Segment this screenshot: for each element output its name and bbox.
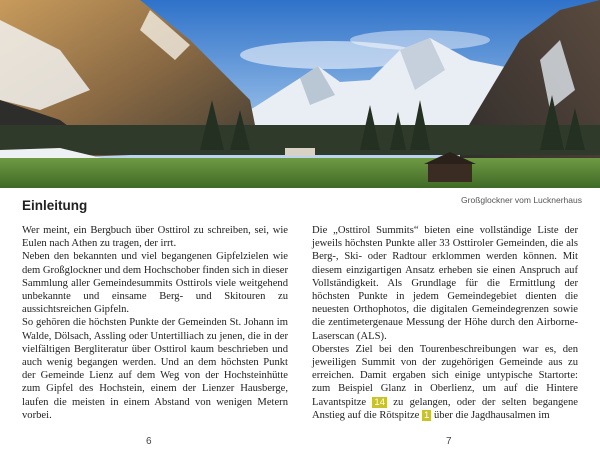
paragraph: Die „Osttirol Summits“ bieten eine vollständige Liste der jeweils höchsten Punkte aller 33 Osttiroler Gemeinden, die als Berg-, Ski- oder Radtour erklommen werden können. Mit diesem einzigartigen Ansatz erheben sie einen Anspruch auf Vollständigkeit. Als Grundlage für die Ermittlung der höchsten Punkte in jedem Gemeindegebiet dienten die neuesten Orthophotos, die digitalen Gemeindegrenzen sowie die zentimetergenaue Messung der Höhe durch den Airborne-Laserscan (ALS). (312, 225, 578, 342)
page-number-left: 6 (146, 436, 152, 447)
photo-caption: Großglockner vom Lucknerhaus (461, 195, 582, 205)
mountain-photo (0, 0, 600, 188)
paragraph: Wer meint, ein Bergbuch über Osttirol zu schreiben, sei, wie Eulen nach Athen zu tragen, der irrt. (22, 225, 288, 250)
text-run: über die Jagdhausalmen im (431, 409, 550, 421)
paragraph: Neben den bekannten und viel begangenen Gipfelzielen wie dem Großglockner und dem Hochschober finden sich in dieser Sammlung aller Gemeindesummits Osttirols viele weitgehend unbekannte und einsame Berg- und Skitouren zu aussichtsreichen Gipfeln. (22, 251, 288, 316)
tour-number-badge: 14 (374, 396, 385, 408)
right-column-text (312, 224, 578, 422)
left-column-text (22, 224, 288, 422)
paragraph (312, 343, 578, 422)
text-run: zu gelangen, oder der selten begangene Anstieg auf die Rötspitze (312, 396, 578, 421)
tour-number-badge: 1 (424, 409, 430, 421)
paragraph: So gehören die höchsten Punkte der Gemeinden St. Johann im Walde, Dölsach, Assling oder Untertilliach zu jenen, die in der vielfältigen Bergliteratur über Osttirol kaum beschrieben und auch wenig begangen werden. Und an dem höchsten Punkt der Gemeinde Lienz auf dem Weg von der Hochsteinhütte zum Gipfel des Hochstein, einem der Lienzer Hausberge, laufen die meisten in einem Abstand von wenigen Metern vorbei. (22, 317, 288, 421)
text-run: Oberstes Ziel bei den Tourenbeschreibungen war es, den jeweiligen Summit von der zugehörigen Gemeinde aus zu erreichen. Damit ergaben sich einige untypische Startorte: zum Beispiel Glanz in Oberlienz, um auf die Hintere Lavantspitze (312, 343, 578, 408)
section-heading: Einleitung (22, 198, 88, 213)
page-number-right: 7 (446, 436, 452, 447)
